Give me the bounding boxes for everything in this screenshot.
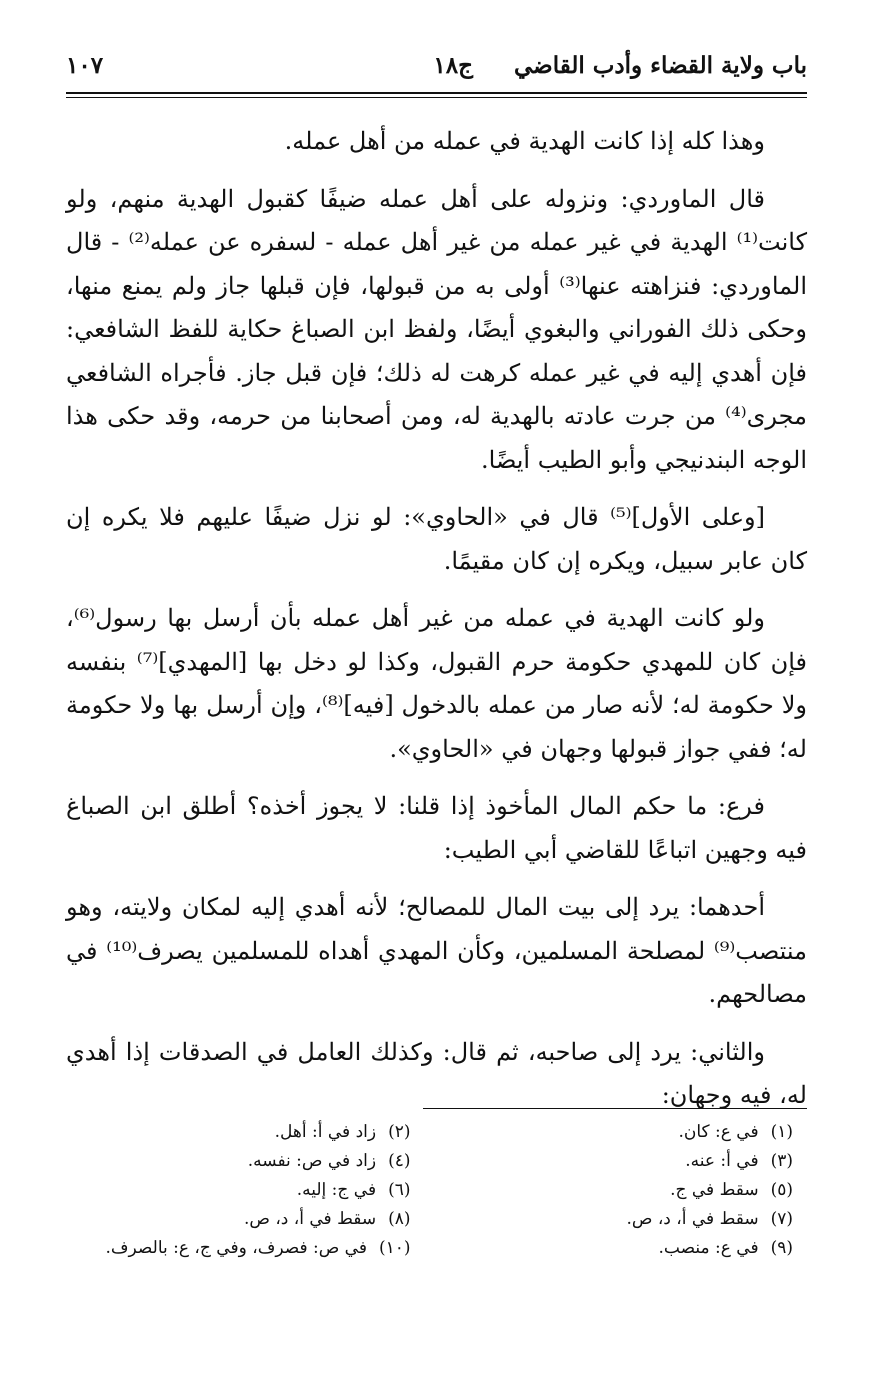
- footnote: [449, 1176, 808, 1205]
- footnotes: [66, 1118, 807, 1263]
- paragraph: والثاني: يرد إلى صاحبه، ثم قال: وكذلك العامل في الصدقات إذا أهدي له، فيه وجهان:: [66, 1037, 807, 1109]
- footnote-text: سقط في أ، د، ص.: [626, 1209, 759, 1229]
- footnote-number: (٦): [388, 1180, 411, 1200]
- footnote-text: في ج: إليه.: [296, 1180, 377, 1200]
- chapter-title: باب ولاية القضاء وأدب القاضي: [514, 52, 807, 79]
- footnote-number: (٨): [388, 1209, 411, 1229]
- footnote-number: (١): [770, 1122, 793, 1142]
- footnote-text: في ع: منصب.: [658, 1238, 759, 1258]
- page-number: ١٠٧: [66, 52, 104, 79]
- footnote-text: زاد في ص: نفسه.: [247, 1151, 377, 1171]
- paragraph: فرع: ما حكم المال المأخوذ إذا قلنا: لا يجوز أخذه؟ أطلق ابن الصباغ فيه وجهين اتباعًا للقاضي أبي الطيب:: [66, 792, 807, 864]
- footnote: [449, 1118, 808, 1147]
- footnote-text: سقط في أ، د، ص.: [243, 1209, 377, 1229]
- footnote-number: (٧): [770, 1209, 793, 1229]
- footnote: [66, 1118, 425, 1147]
- footnote-text: في ص: فصرف، وفي ج، ع: بالصرف.: [105, 1238, 367, 1258]
- footnote-text: في ع: كان.: [678, 1122, 759, 1142]
- header-rule-thin: [66, 97, 807, 98]
- footnote-number: (٢): [388, 1122, 411, 1142]
- footnote-text: في أ: عنه.: [685, 1151, 759, 1171]
- footnote: [449, 1234, 808, 1263]
- paragraph: قال الماوردي: ونزوله على أهل عمله ضيفًا كقبول الهدية منهم، ولو كانت⁽¹⁾ الهدية في غير عمله من غير أهل عمله - لسفره عن عمله⁽²⁾ - قال الماوردي: فنزاهته عنها⁽³⁾ أولى به من قبولها، فإن قبلها جاز ولم يمنع منها، وحكى ذلك الفوراني والبغوي أيضًا، ولفظ ابن الصباغ حكاية للفظ الشافعي: فإن أهدي إليه في غير عمله كرهت له ذلك؛ فإن قبل جاز. فأجراه الشافعي مجرى⁽⁴⁾ من جرت عادته بالهدية له، ومن أصحابنا من حرمه، وقد حكى هذا الوجه البندنيجي وأبو الطيب أيضًا.: [66, 184, 807, 474]
- main-text: [66, 120, 807, 1132]
- footnote-text: سقط في ج.: [670, 1180, 759, 1200]
- paragraph: ولو كانت الهدية في عمله من غير أهل عمله بأن أرسل بها رسول⁽⁶⁾، فإن كان للمهدي حكومة حرم القبول، وكذا لو دخل بها [المهدي]⁽⁷⁾ بنفسه ولا حكومة له؛ لأنه صار من عمله بالدخول [فيه]⁽⁸⁾، وإن أرسل بها ولا حكومة له؛ ففي جواز قبولها وجهان في «الحاوي».: [66, 604, 807, 763]
- paragraph: [وعلى الأول]⁽⁵⁾ قال في «الحاوي»: لو نزل ضيفًا عليهم فلا يكره إن كان عابر سبيل، ويكره إن كان مقيمًا.: [66, 503, 807, 575]
- footnote: [66, 1234, 425, 1263]
- footnote-number: (٣): [770, 1151, 793, 1171]
- footnote: [66, 1205, 425, 1234]
- paragraph: أحدهما: يرد إلى بيت المال للمصالح؛ لأنه أهدي إليه لمكان ولايته، وهو منتصب⁽⁹⁾ لمصلحة المسلمين، وكأن المهدي أهداه للمسلمين يصرف⁽¹⁰⁾ في مصالحهم.: [66, 893, 807, 1008]
- footnote-separator: [423, 1108, 807, 1109]
- footnote-number: (١٠): [378, 1238, 411, 1258]
- footnote: [66, 1147, 425, 1176]
- header-rule: [66, 92, 807, 94]
- footnote-number: (٤): [388, 1151, 411, 1171]
- running-header: [66, 52, 807, 96]
- paragraph: وهذا كله إذا كانت الهدية في عمله من أهل عمله.: [284, 127, 765, 155]
- footnote: [449, 1205, 808, 1234]
- footnote-number: (٥): [770, 1180, 793, 1200]
- footnote-number: (٩): [770, 1238, 793, 1258]
- volume-label: ج١٨: [433, 52, 473, 79]
- footnote-text: زاد في أ: أهل.: [274, 1122, 377, 1142]
- footnote: [66, 1176, 425, 1205]
- footnote: [449, 1147, 808, 1176]
